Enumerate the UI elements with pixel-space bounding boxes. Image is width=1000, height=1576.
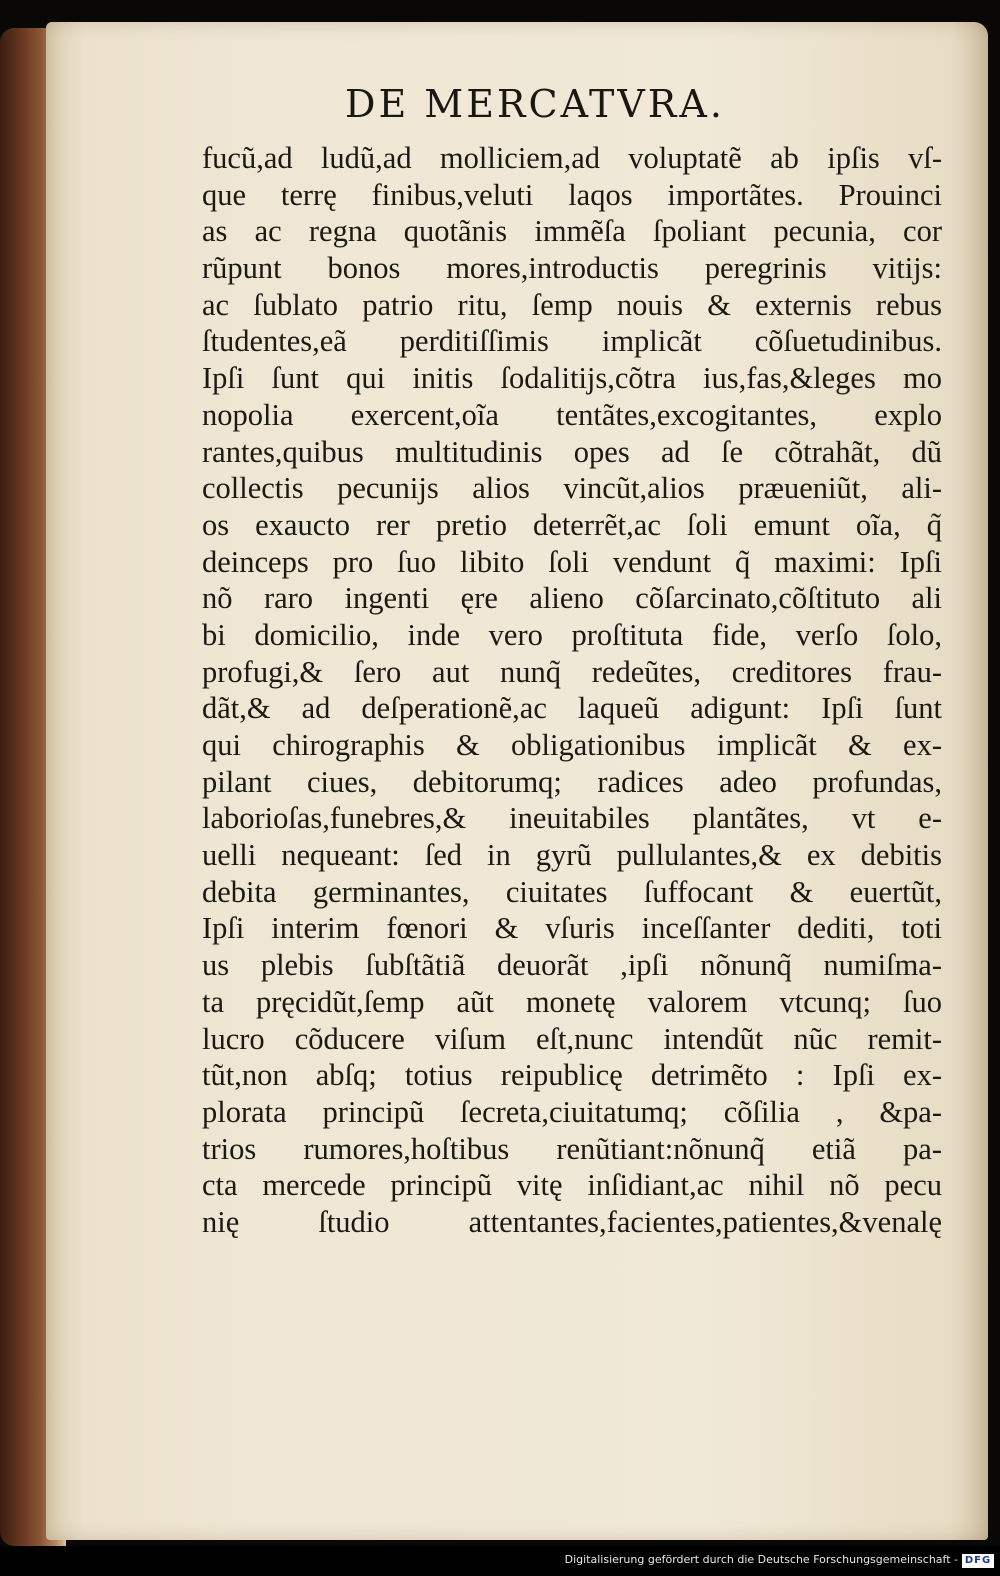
text-line: profugi,& ſero aut nunq̃ redeũtes, creditores frau- (202, 654, 942, 689)
text-line: cta mercede principũ vitę inſidiant,ac nihil nõ pecu (202, 1168, 942, 1203)
text-line: qui chirographis & obligationibus implicãt & ex- (202, 728, 942, 762)
text-line: bi domicilio, inde vero proſtituta fide, verſo ſolo, (202, 617, 942, 652)
text-line: fucũ,ad ludũ,ad molliciem,ad voluptatẽ ab ipſis vſ- (202, 141, 942, 175)
text-line: nõ raro ingenti ęre alieno cõſarcinato,cõſtituto ali (202, 581, 942, 616)
dfg-logo: DFG (962, 1554, 994, 1568)
text-line: os exaucto rer pretio deterrẽt,ac ſoli emunt oĩa, q̃ (202, 507, 942, 542)
text-line: ſtudentes,eã perditiſſimis implicãt cõſuetudinibus. (202, 324, 942, 359)
text-line: ac ſublato patrio ritu, ſemp nouis & externis rebus (202, 287, 942, 322)
text-line: collectis pecunijs alios vincũt,alios præueniũt, ali- (202, 471, 942, 506)
text-line: lucro cõducere viſum eſt,nunc intendũt nũc remit- (202, 1021, 942, 1056)
text-line: rantes,quibus multitudinis opes ad ſe cõtrahãt, dũ (202, 434, 942, 469)
text-line: deinceps pro ſuo libito ſoli vendunt q̃ maximi: Ipſi (202, 544, 942, 579)
text-line: as ac regna quotãnis immẽſa ſpoliant pecunia, cor (202, 214, 942, 249)
text-line: Ipſi ſunt qui initis ſodalitijs,cõtra ius,fas,&leges mo (202, 361, 942, 396)
text-line: tũt,non abſq; totius reipublicę detrimẽto : Ipſi ex- (202, 1058, 942, 1093)
text-line: trios rumores,hoſtibus renũtiant:nõnunq̃ etiã pa- (202, 1131, 942, 1166)
body-text (202, 140, 942, 1241)
funding-notice: Digitalisierung gefördert durch die Deutsche Forschungsgemeinschaft - (564, 1553, 958, 1566)
text-line: pilant ciues, debitorumq; radices adeo profundas, (202, 764, 942, 799)
running-head: DE MERCATVRA. (345, 82, 725, 126)
text-line: plorata principũ ſecreta,ciuitatumq; cõſilia , &pa- (202, 1094, 942, 1129)
text-line: debita germinantes, ciuitates ſuffocant & euertũt, (202, 874, 942, 909)
text-line: nopolia exercent,oĩa tentãtes,excogitantes, explo (202, 397, 942, 432)
text-line: ta pręcidũt,ſemp aũt monetę valorem vtcunq; ſuo (202, 984, 942, 1019)
text-line: us plebis ſubſtãtiã deuorãt ,ipſi nõnunq̃ numiſma- (202, 948, 942, 983)
text-line: Ipſi interim fœnori & vſuris inceſſanter dediti, toti (202, 911, 942, 946)
text-line: que terrę finibus,veluti laqos importãtes. Prouinci (202, 177, 942, 212)
text-line: nię ſtudio attentantes,facientes,patientes,&venalę (202, 1204, 942, 1239)
text-line: laborioſas,funebres,& ineuitabiles plantãtes, vt e- (202, 801, 942, 836)
footer-bar (0, 1546, 1000, 1576)
text-line: uelli nequeant: ſed in gyrũ pullulantes,& ex debitis (202, 838, 942, 873)
text-line: rũpunt bonos mores,introductis peregrinis vitijs: (202, 251, 942, 286)
text-line: dãt,& ad deſperationẽ,ac laqueũ adigunt: Ipſi ſunt (202, 691, 942, 726)
